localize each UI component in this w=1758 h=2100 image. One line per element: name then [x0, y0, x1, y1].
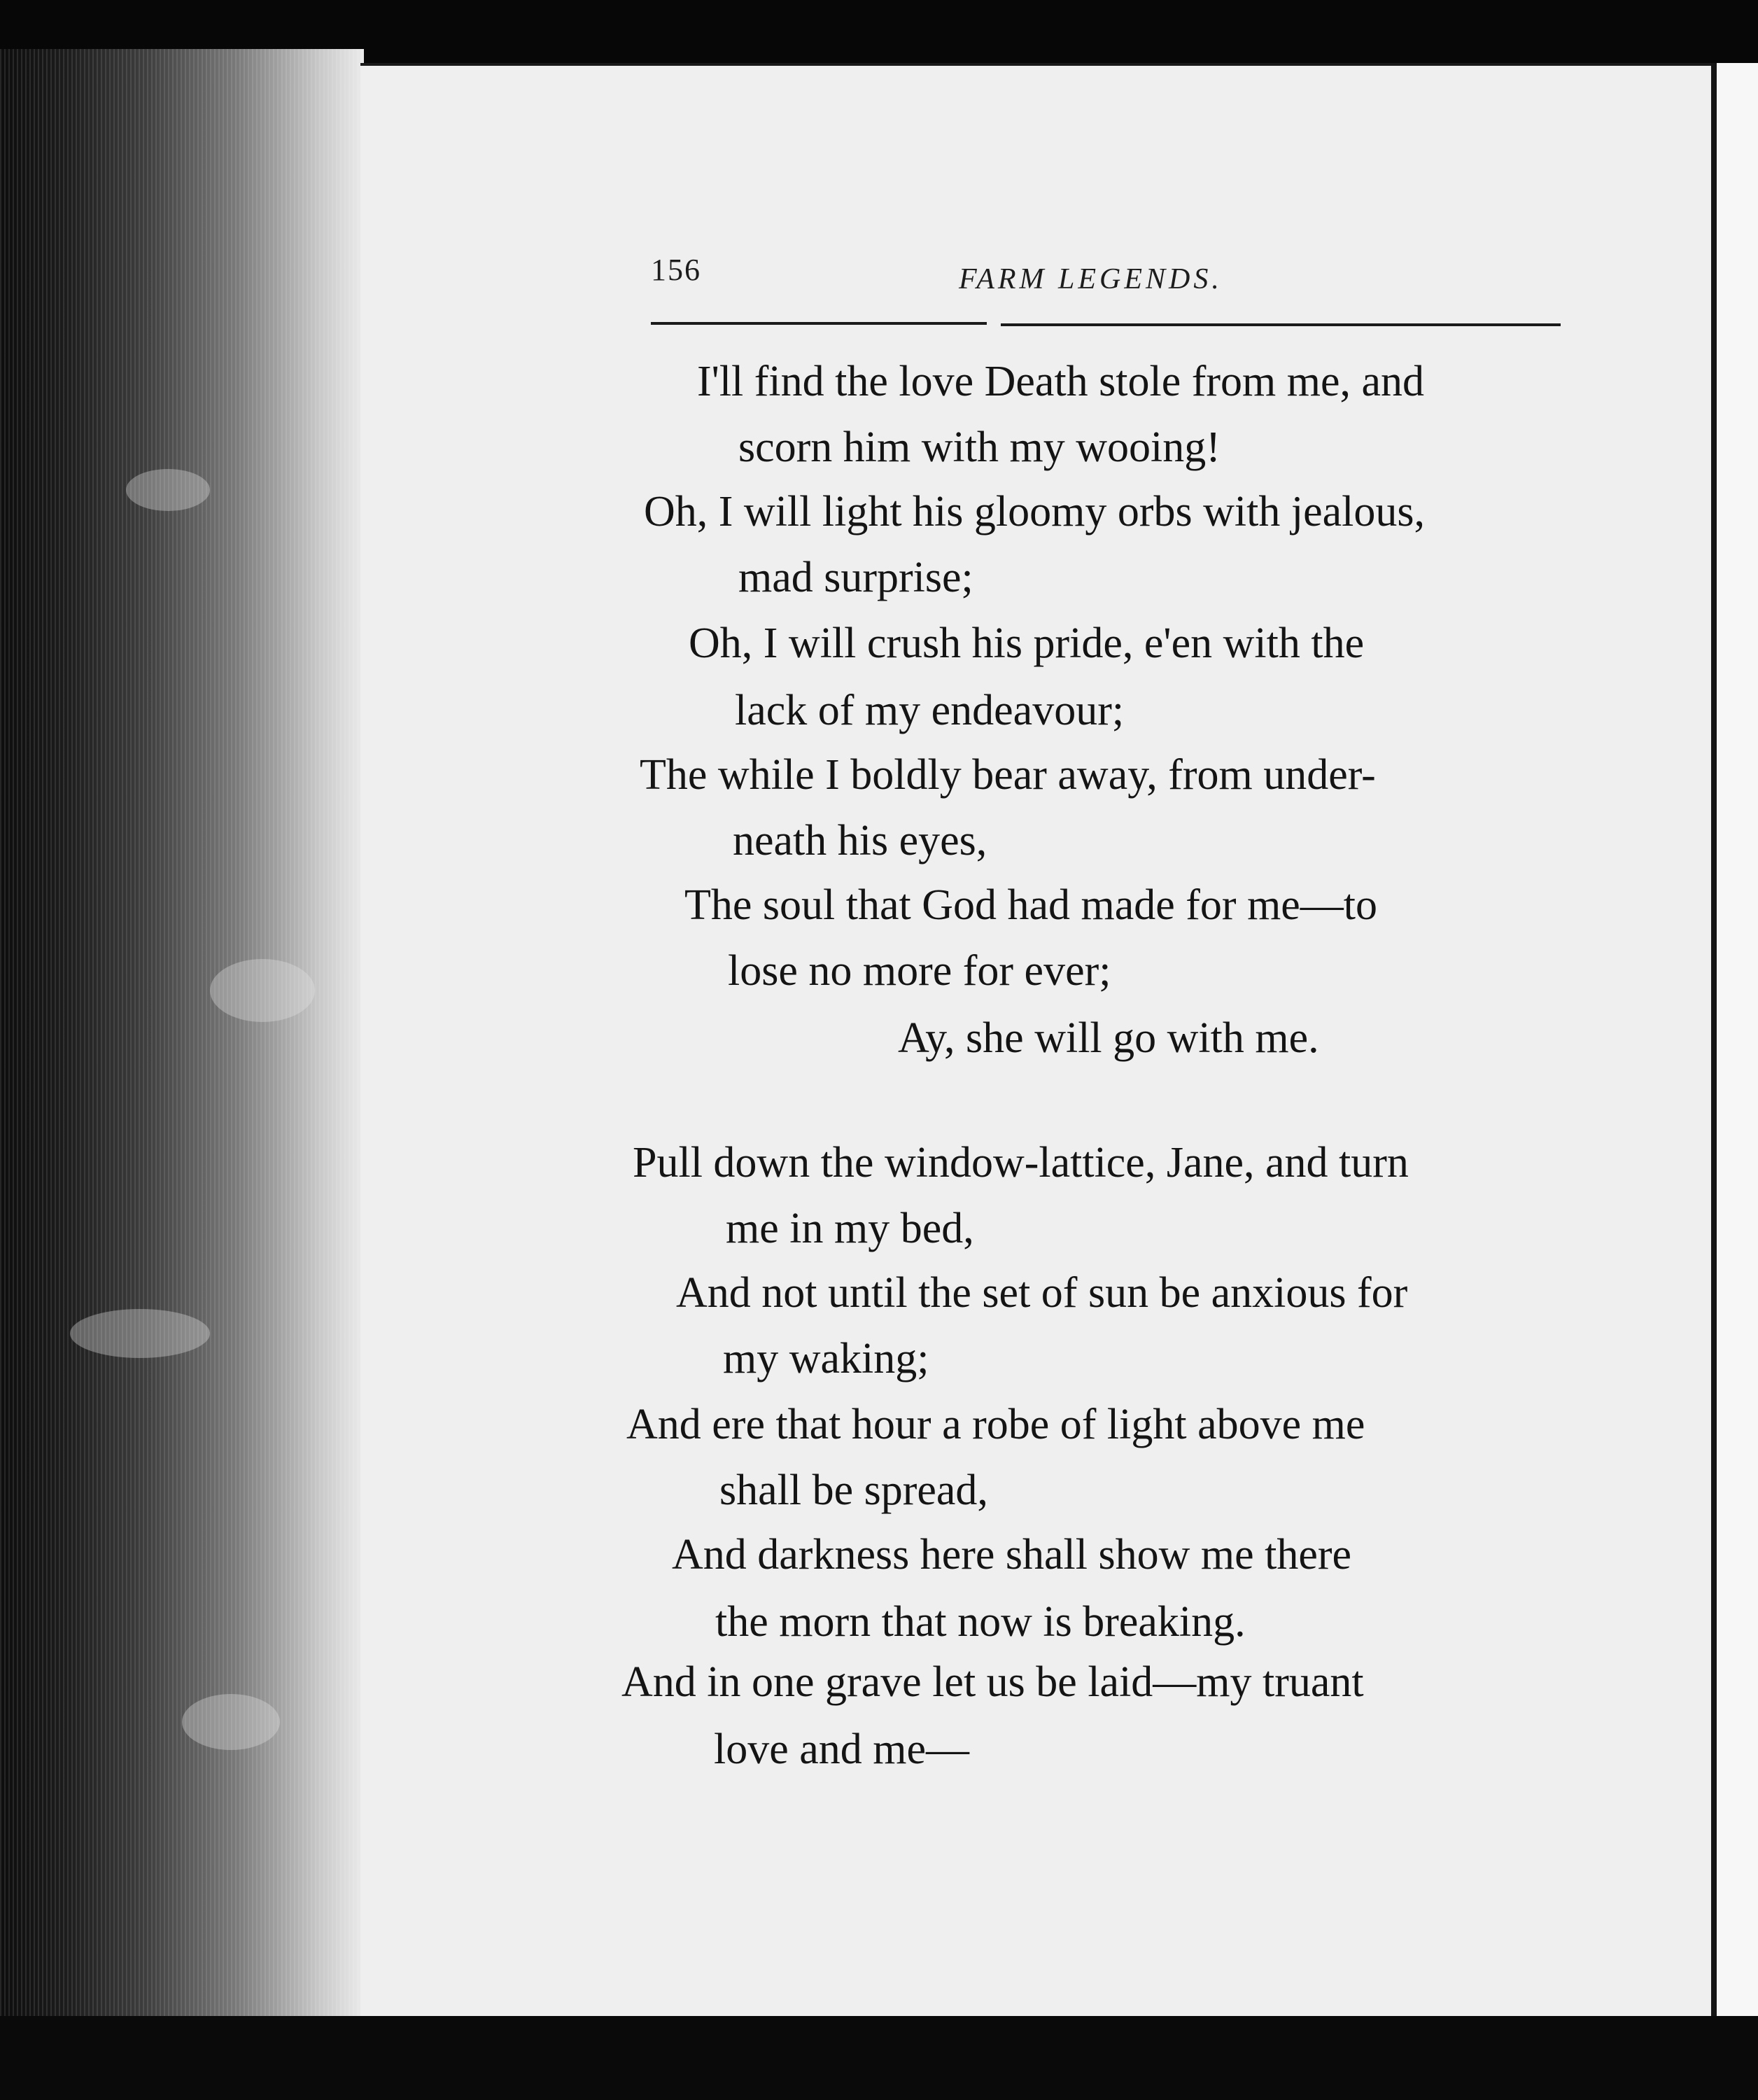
smudge-mark: [70, 1309, 210, 1358]
header-rule: [1001, 323, 1561, 326]
page-edges: [0, 49, 364, 2023]
poem-line: neath his eyes,: [733, 817, 987, 864]
poem-line: And darkness here shall show me there: [672, 1531, 1352, 1578]
poem-line: me in my bed,: [726, 1205, 974, 1252]
poem-line: love and me—: [714, 1726, 970, 1773]
poem-line: mad surprise;: [738, 554, 973, 601]
poem-line: The soul that God had made for me—to: [684, 881, 1378, 929]
page-number: 156: [651, 253, 701, 287]
poem-line: the morn that now is breaking.: [715, 1598, 1246, 1646]
poem-line: my waking;: [723, 1335, 929, 1382]
header-rule: [651, 322, 987, 325]
poem-line: And not until the set of sun be anxious for: [676, 1269, 1408, 1317]
poem-line: And ere that hour a robe of light above me: [626, 1401, 1365, 1448]
poem-line: The while I boldly bear away, from under-: [640, 751, 1376, 799]
poem-line: Pull down the window-lattice, Jane, and turn: [633, 1139, 1409, 1186]
running-title: FARM LEGENDS.: [959, 263, 1223, 295]
poem-line: Oh, I will crush his pride, e'en with the: [689, 620, 1365, 667]
smudge-mark: [182, 1694, 280, 1750]
facing-page-edge: [1711, 63, 1758, 2023]
poem-line: Ay, she will go with me.: [898, 1014, 1319, 1062]
smudge-mark: [210, 959, 315, 1022]
poem-line: I'll find the love Death stole from me, and: [697, 358, 1425, 405]
smudge-mark: [126, 469, 210, 511]
poem-line: lose no more for ever;: [728, 947, 1111, 995]
poem-line: lack of my endeavour;: [735, 687, 1125, 734]
poem-line: Oh, I will light his gloomy orbs with jealous,: [644, 488, 1425, 536]
poem-line: shall be spread,: [719, 1466, 988, 1514]
poem-line: And in one grave let us be laid—my truant: [621, 1658, 1364, 1706]
poem-line: scorn him with my wooing!: [738, 424, 1221, 471]
scan-bottom-border: [0, 2016, 1758, 2100]
